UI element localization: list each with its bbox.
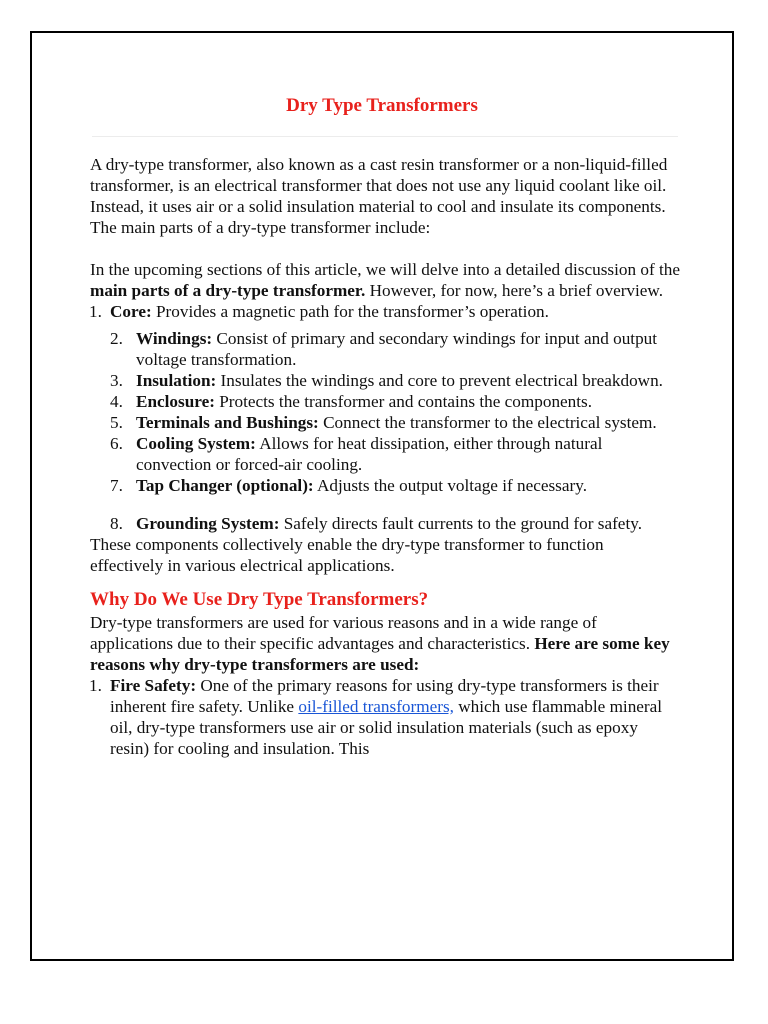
title-divider bbox=[92, 136, 678, 137]
section-heading: Why Do We Use Dry Type Transformers? bbox=[90, 589, 429, 610]
section-intro: Dry-type transformers are used for various reasons and in a wide range of applications due to their specific advantages and characteristics. Here are some key reasons why dry-type transformers are used: bbox=[90, 613, 670, 674]
list-item-insulation: 3. Insulation: Insulates the windings and core to prevent electrical breakdown. bbox=[110, 371, 663, 390]
parts-list bbox=[90, 328, 680, 534]
list-item-enclosure: 4. Enclosure: Protects the transformer and contains the components. bbox=[110, 392, 593, 411]
document-body bbox=[90, 154, 680, 759]
oil-filled-transformers-link[interactable]: oil-filled transformers, bbox=[298, 697, 454, 716]
document-title: Dry Type Transformers bbox=[286, 95, 478, 116]
intro-paragraph-3: In the upcoming sections of this article, we will delve into a detailed discussion of the main parts of a dry-type transformer. However, for now, here’s a brief overview. bbox=[90, 260, 680, 300]
list-item-terminals: 5. Terminals and Bushings: Connect the transformer to the electrical system. bbox=[110, 413, 657, 432]
list-item-grounding: 8. Grounding System: Safely directs fault currents to the ground for safety. bbox=[110, 514, 642, 533]
intro-paragraph-1: A dry-type transformer, also known as a cast resin transformer or a non-liquid-filled transformer, is an electrical transformer that does not use any liquid coolant like oil. bbox=[90, 155, 668, 195]
list-item-tap-changer: 7. Tap Changer (optional): Adjusts the output voltage if necessary. bbox=[110, 476, 587, 495]
list-item-core: 1. Core: Provides a magnetic path for the transformer’s operation. bbox=[89, 302, 549, 321]
document-page bbox=[30, 31, 734, 961]
intro-paragraph-2: Instead, it uses air or a solid insulation material to cool and insulate its components. The main parts of a dry-type transformer include: bbox=[90, 197, 666, 237]
list-item-windings: 2. Windings: Consist of primary and secondary windings for input and output voltage transformation. bbox=[110, 329, 658, 369]
list-item-fire-safety: 1. Fire Safety: One of the primary reasons for using dry-type transformers is their inherent fire safety. Unlike oil-filled transformers, which use flammable mineral oil, dry-type transformers use air or solid insulation materials (such as epoxy resin) for cooling and insulation. This bbox=[89, 676, 663, 758]
summary-paragraph: These components collectively enable the dry-type transformer to function effectively in various electrical applications. bbox=[90, 535, 604, 575]
list-item-cooling: 6. Cooling System: Allows for heat dissipation, either through natural convection or forced-air cooling. bbox=[110, 434, 603, 474]
emphasis-text: main parts of a dry-type transformer. bbox=[90, 281, 366, 300]
